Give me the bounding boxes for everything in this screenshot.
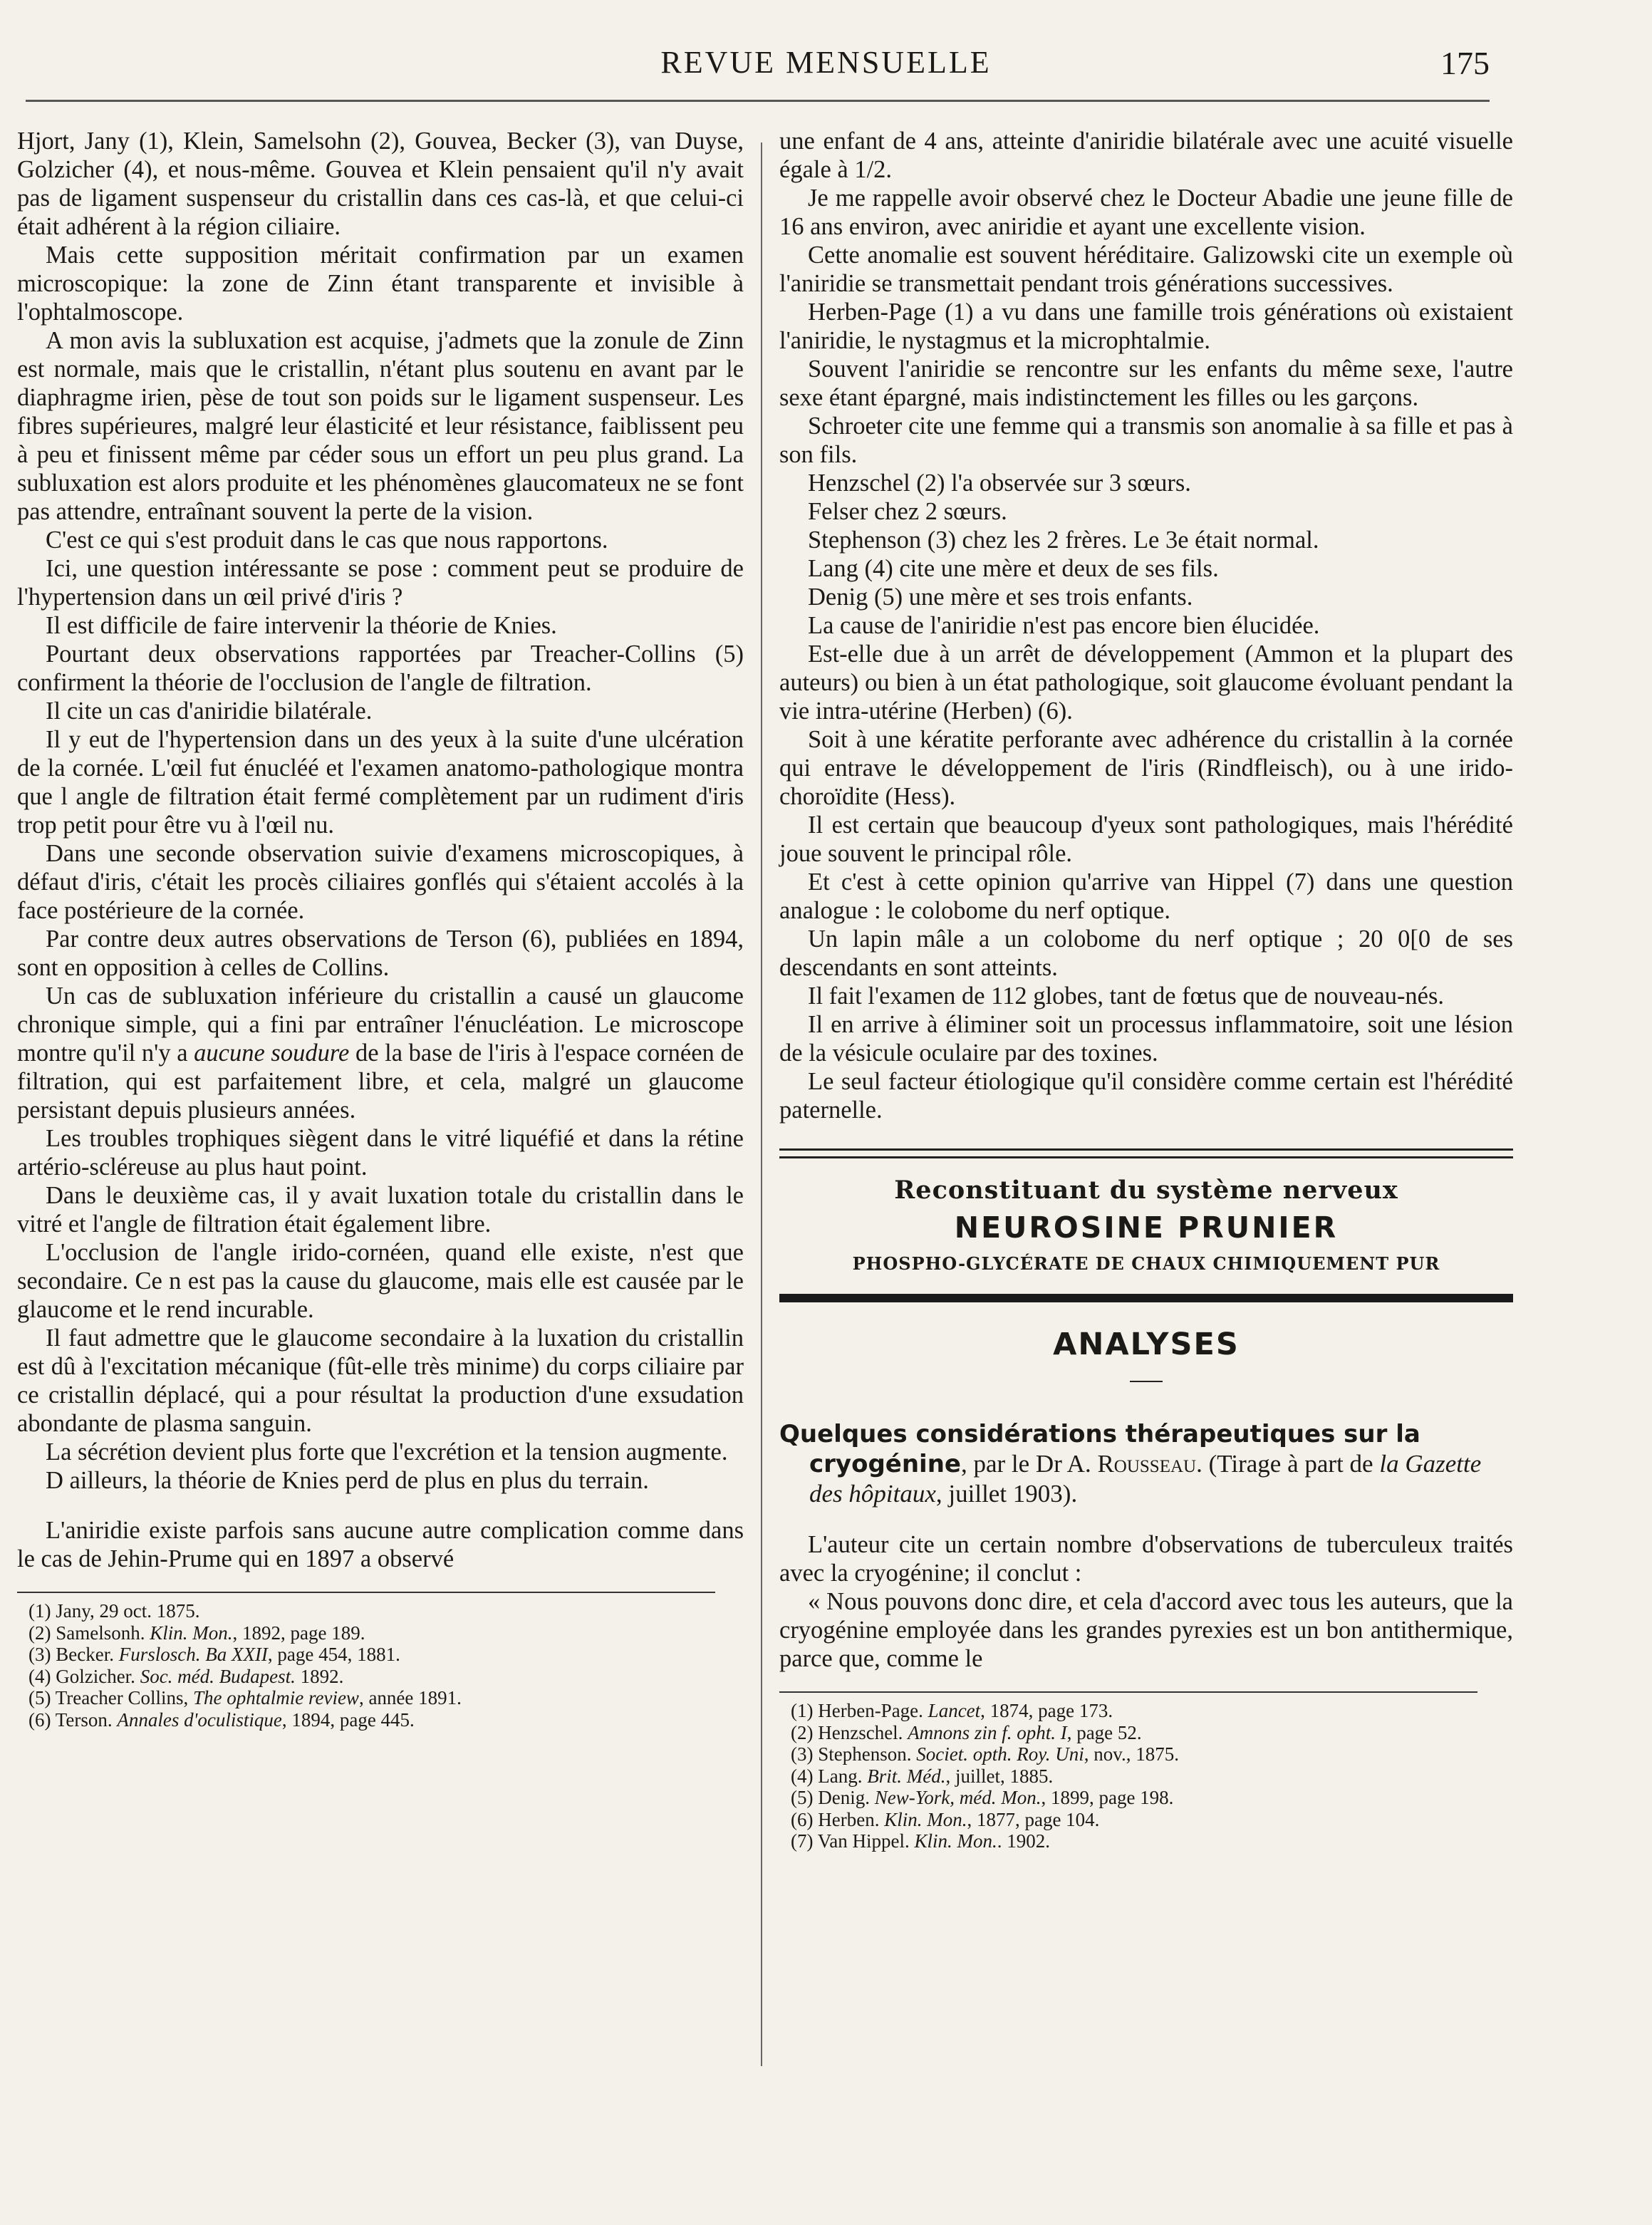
footnote [791,1765,1513,1788]
footnote-text: , juillet, 1885. [945,1765,1054,1787]
paragraph: Souvent l'aniridie se rencontre sur les enfants du même sexe, l'autre sexe étant épargné, mais indistinctement les filles ou les garçons. [779,356,1513,411]
section-dash [1130,1381,1163,1382]
footnote [791,1809,1513,1831]
footnote [791,1700,1513,1722]
text-run: , par le Dr A. [960,1450,1098,1478]
paragraph: « Nous pouvons donc dire, et cela d'accord avec tous les auteurs, que la cryogénine employée dans les grandes pyrexies est un bon antithermique, parce que, comme le [779,1588,1513,1672]
footnote-text: , 1874, page 173. [980,1700,1113,1721]
paragraph: C'est ce qui s'est produit dans le cas que nous rapportons. [46,527,608,554]
footnote-text: , page 454, 1881. [267,1644,400,1665]
paragraph: La cause de l'aniridie n'est pas encore bien élucidée. [808,612,1320,639]
footnote-text: , page 52. [1066,1721,1142,1743]
paragraph: Et c'est à cette opinion qu'arrive van Hippel (7) dans une question analogue : le colobome du nerf optique. [779,868,1513,924]
footnote-text: , année 1891. [358,1687,462,1708]
footnote-text: (6) Herben. [791,1808,885,1830]
section-title: ANALYSES [1053,1327,1240,1362]
footnote-journal: Amnons zin f. opht. I [908,1721,1067,1743]
footnote-text: , nov., 1875. [1084,1743,1179,1765]
paragraph: une enfant de 4 ans, atteinte d'aniridie bilatérale avec une acuité visuelle égale à 1/2. [779,128,1513,183]
footnote-text: , 1894, page 445. [281,1708,415,1731]
paragraph: Henzschel (2) l'a observée sur 3 sœurs. [808,470,1191,497]
paragraph: Le seul facteur étiologique qu'il considère comme certain est l'hérédité paternelle. [779,1068,1513,1124]
paragraph: Il en arrive à éliminer soit un processus inflammatoire, soit une lésion de la vésicule oculaire par des toxines. [779,1011,1513,1067]
paragraph: Denig (5) une mère et ses trois enfants. [808,584,1193,611]
right-column [779,127,1513,1852]
text-run: , juillet 1903). [935,1480,1078,1508]
article-heading [779,1419,1513,1509]
paragraph: Un lapin mâle a un colobome du nerf optique ; 20 0[0 de ses descendants en sont atteints. [779,925,1513,981]
ad-subtitle: PHOSPHO-GLYCÉRATE DE CHAUX CHIMIQUEMENT PUR [852,1253,1440,1274]
footnotes-left [17,1600,744,1731]
paragraph: Lang (4) cite une mère et deux de ses fils. [808,555,1219,582]
article-author: Rousseau [1097,1450,1197,1478]
paragraph: Pourtant deux observations rapportées par Treacher-Collins (5) confirment la théorie de l'occlusion de l'angle de filtration. [17,640,744,696]
footnotes-right [779,1700,1513,1852]
page-header [0,44,1652,94]
advertisement [779,1176,1513,1274]
paragraph: La sécrétion devient plus forte que l'excrétion et la tension augmente. [46,1438,728,1466]
footnote-journal: Brit. Méd. [867,1765,946,1787]
paragraph: Il est difficile de faire intervenir la théorie de Knies. [46,612,557,639]
footnote-text: (2) Henzschel. [791,1721,908,1743]
footnote-text: (3) Stephenson. [791,1743,917,1765]
footnote-journal: Furslosch. Ba XXII [118,1644,268,1665]
paragraph: Il est certain que beaucoup d'yeux sont pathologiques, mais l'hérédité joue souvent le principal rôle. [779,811,1513,867]
footnote-text: (5) Treacher Collins, [28,1687,193,1708]
paragraph: L'aniridie existe parfois sans aucune autre complication comme dans le cas de Jehin-Prume qui en 1897 a observé [17,1517,744,1572]
article-journal: la Gazette des hôpitaux [809,1450,1482,1508]
paragraph: Il fait l'examen de 112 globes, tant de fœtus que de nouveau-nés. [808,982,1445,1010]
footnote-text: , 1892, page 189. [232,1622,365,1644]
text-run: de la base de l'iris à l'espace cornéen de filtration, qui est parfaitement libre, et cela, malgré un glaucome persistant depuis plusieurs années. [17,1039,744,1124]
paragraph: Par contre deux autres observations de Terson (6), publiées en 1894, sont en opposition à celles de Collins. [17,925,744,981]
footnote-journal: The ophtalmie review [192,1687,359,1708]
footnote-rule [17,1592,715,1593]
paragraph: L'auteur cite un certain nombre d'observations de tuberculeux traités avec la cryogénine; il conclut : [779,1531,1513,1587]
paragraph: Mais cette supposition méritait confirmation par un examen microscopique: la zone de Zinn étant transparente et invisible à l'ophtalmoscope. [17,242,744,326]
footnote-rule [779,1691,1477,1693]
footnote-journal: Soc. méd. Budapest. [140,1665,296,1687]
footnote-text: (1) Jany, 29 oct. 1875. [28,1600,200,1622]
paragraph: Ici, une question intéressante se pose : comment peut se produire de l'hypertension dans un œil privé d'iris ? [17,555,744,611]
paragraph: Les troubles trophiques siègent dans le vitré liquéfié et dans la rétine artério-scléreuse au plus haut point. [17,1125,744,1181]
footnote-text: 1892. [295,1665,344,1687]
footnote [791,1722,1513,1744]
footnote-text: (6) Terson. [28,1708,118,1731]
paragraph: Cette anomalie est souvent héréditaire. Galizowski cite un exemple où l'aniridie se transmettait pendant trois générations successives. [779,242,1513,297]
footnote-journal: Lancet [928,1700,981,1721]
ad-border-top [779,1148,1513,1158]
footnote-text: (2) Samelsonh. [28,1622,150,1644]
footnote [791,1787,1513,1809]
footnote [28,1644,744,1666]
paragraph: Il faut admettre que le glaucome secondaire à la luxation du cristallin est dû à l'excitation mécanique (fût-elle très minime) du corps ciliaire par ce cristallin déplacé, qui a pour résultat la production d'une exsudation abondante de plasma sanguin. [17,1324,744,1437]
paragraph: L'occlusion de l'angle irido-cornéen, quand elle existe, n'est que secondaire. Ce n est pas la cause du glaucome, mais elle est causée par le glaucome et le rend incurable. [17,1239,744,1323]
footnote-text: (5) Denig. [791,1787,875,1808]
page-number: 175 [1440,45,1490,81]
paragraph: A mon avis la subluxation est acquise, j'admets que la zonule de Zinn est normale, mais que le cristallin, n'étant plus soutenu en avant par le diaphragme irien, pèse de tout son poids sur le ligament suspenseur. Les fibres supérieures, malgré leur élasticité et leur résistance, faiblissent peu à peu et finissent même par céder sous un effort un peu plus grand. La subluxation est alors produite et les phénomènes glaucomateux ne se font pas attendre, entraînant souvent la perte de la vision. [17,327,744,525]
footnote-text: , 1899, page 198. [1041,1787,1174,1808]
text-run: Un cas de subluxation inférieure du cristallin a causé un glaucome chronique simple, qui a fini par entraîner l'énucléation. Le microscope montre qu'il n'y a [17,982,744,1067]
footnote-text: (4) Lang. [791,1765,868,1787]
paragraph: Schroeter cite une femme qui a transmis son anomalie à sa fille et pas à son fils. [779,413,1513,468]
footnote [28,1666,744,1688]
footnote-journal: Societ. opth. Roy. Uni [916,1743,1084,1765]
column-divider [761,142,762,2066]
paragraph: Herben-Page (1) a vu dans une famille trois générations où existaient l'aniridie, le nystagmus et la microphtalmie. [779,299,1513,354]
ad-border-bottom [779,1294,1513,1302]
paragraph: Stephenson (3) chez les 2 frères. Le 3e était normal. [808,527,1319,554]
footnote-text: (1) Herben-Page. [791,1700,928,1721]
italic-emphasis: aucune soudure [194,1039,350,1067]
header-rule [26,100,1490,102]
paragraph: Dans le deuxième cas, il y avait luxation totale du cristallin dans le vitré et l'angle de filtration était également libre. [17,1182,744,1238]
paragraph [17,982,744,1124]
running-title: REVUE MENSUELLE [660,45,992,80]
footnote-journal: Annales d'oculistique [117,1708,282,1731]
paragraph: Dans une seconde observation suivie d'examens microscopiques, à défaut d'iris, c'était les procès ciliaires gonflés qui s'étaient accolés à la face postérieure de la cornée. [17,840,744,924]
footnote [28,1600,744,1622]
left-column [17,127,744,1731]
footnote-journal: Klin. Mon. [914,1830,997,1852]
paragraph: Il cite un cas d'aniridie bilatérale. [46,697,373,725]
article-title: Quelques considérations thérapeutiques sur la cryogénine [779,1420,1420,1478]
footnote-journal: Klin. Mon. [884,1808,967,1830]
paragraph: Soit à une kératite perforante avec adhérence du cristallin à la cornée qui entrave le développement de l'iris (Rindfleisch), ou à une irido-choroïdite (Hess). [779,726,1513,810]
ad-brand: NEUROSINE PRUNIER [954,1210,1339,1245]
footnote [28,1709,744,1731]
footnote-text: , 1877, page 104. [967,1808,1100,1830]
footnote-text: . 1902. [997,1830,1050,1852]
paragraph: D ailleurs, la théorie de Knies perd de plus en plus du terrain. [46,1467,649,1494]
footnote-journal: Klin. Mon. [150,1622,233,1644]
footnote-journal: New-York, méd. Mon. [874,1787,1041,1808]
text-run: . (Tirage à part de [1196,1450,1380,1478]
paragraph: Est-elle due à un arrêt de développement (Ammon et la plupart des auteurs) ou bien à un état pathologique, soit glaucome évoluant pendant la vie intra-utérine (Herben) (6). [779,640,1513,725]
footnote [791,1743,1513,1765]
footnote [28,1622,744,1644]
paragraph: Hjort, Jany (1), Klein, Samelsohn (2), Gouvea, Becker (3), van Duyse, Golzicher (4), et nous-même. Gouvea et Klein pensaient qu'il n'y avait pas de ligament suspenseur du cristallin dans ces cas-là, et que celui-ci était adhérent à la région ciliaire. [17,128,744,240]
footnote [791,1830,1513,1852]
footnote-text: (4) Golzicher. [28,1665,140,1687]
footnote-text: (7) Van Hippel. [791,1830,915,1852]
paragraph: Je me rappelle avoir observé chez le Docteur Abadie une jeune fille de 16 ans environ, avec aniridie et ayant une excellente vision. [779,185,1513,240]
paragraph: Felser chez 2 sœurs. [808,498,1007,525]
footnote [28,1687,744,1709]
ad-tagline: Reconstituant du système nerveux [894,1176,1398,1205]
paragraph: Il y eut de l'hypertension dans un des yeux à la suite d'une ulcération de la cornée. L'œil fut énucléé et l'examen anatomo-pathologique montra que l angle de filtration était fermé complètement par un rudiment d'iris trop petit pour être vu à l'œil nu. [17,726,744,839]
footnote-text: (3) Becker. [28,1644,119,1665]
